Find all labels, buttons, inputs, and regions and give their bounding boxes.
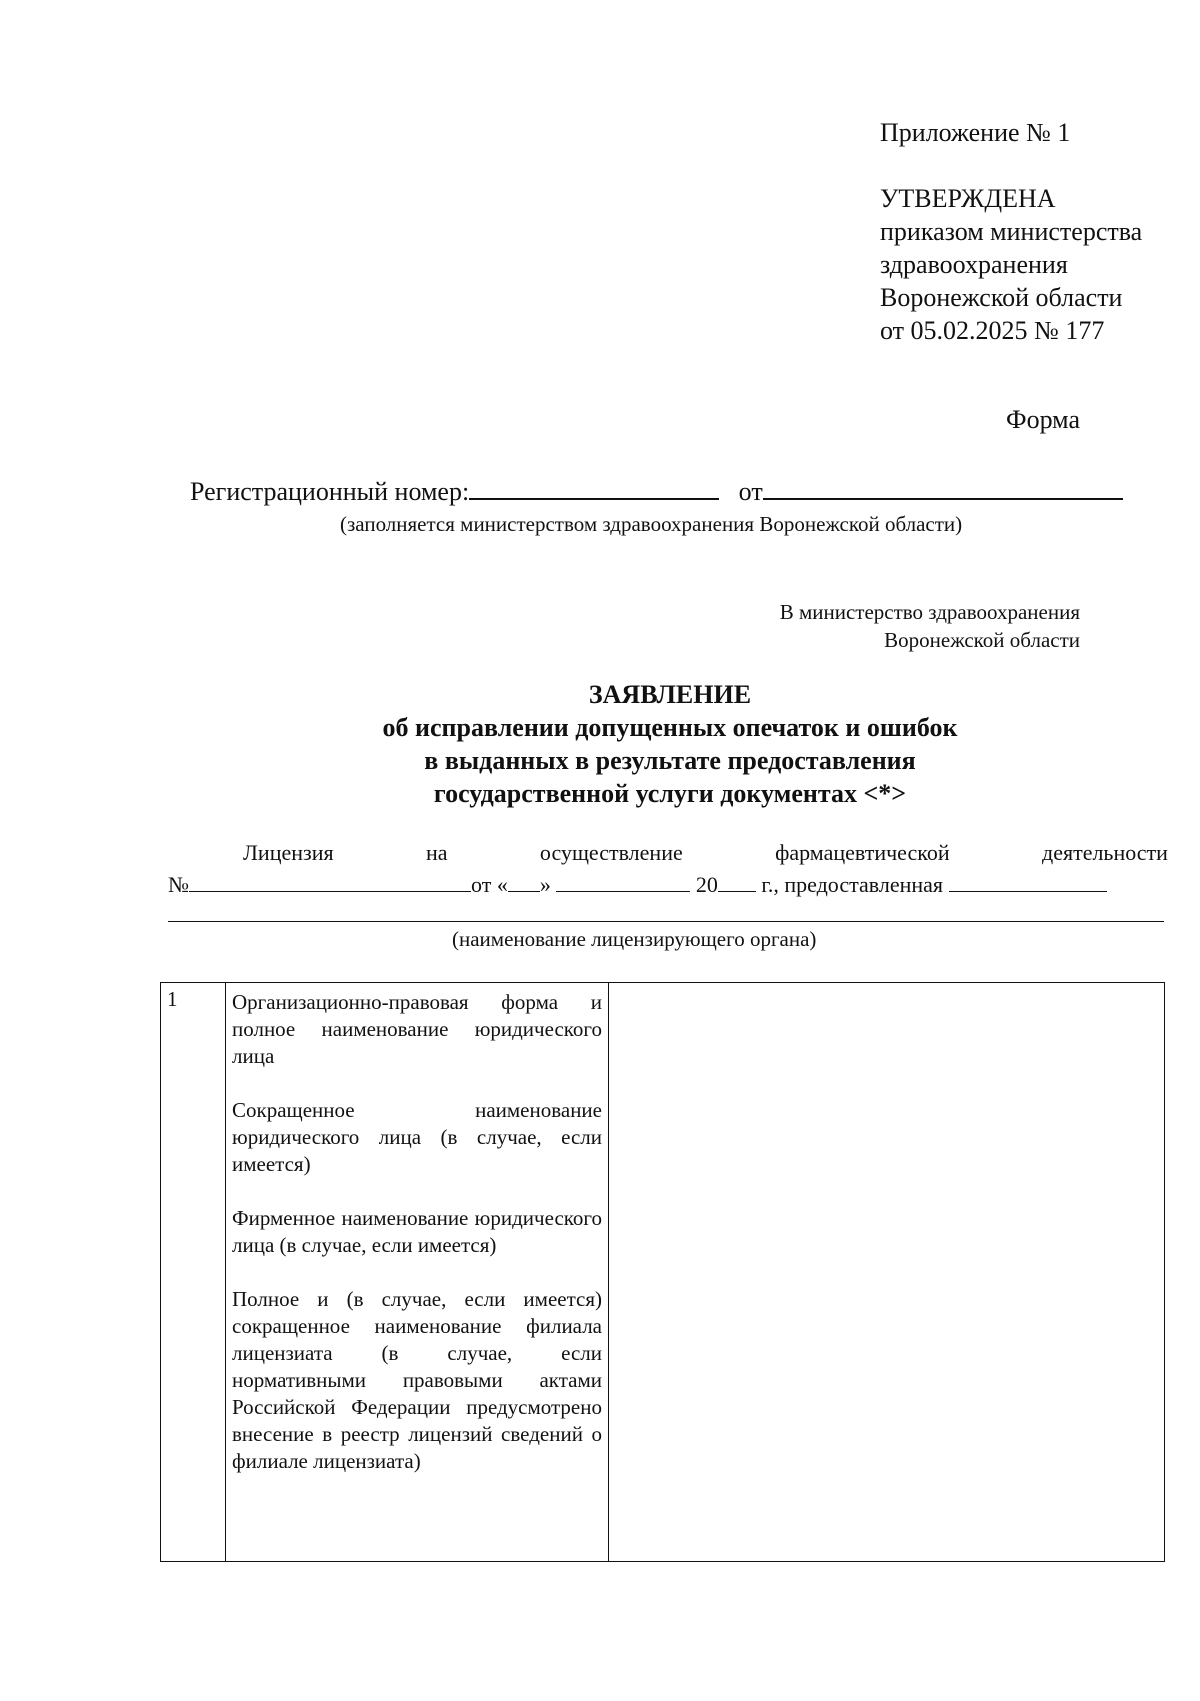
license-number-label: № xyxy=(168,872,189,897)
registration-label: Регистрационный номер: xyxy=(190,477,470,506)
registration-note: (заполняется министерством здравоохранения Воронежской области) xyxy=(340,512,963,536)
application-table xyxy=(160,982,1165,1562)
license-year-prefix: 20 xyxy=(695,872,718,897)
title-line: государственной услуги документах <*> xyxy=(433,779,907,808)
addressee xyxy=(780,598,1080,654)
document-title xyxy=(0,678,1200,810)
title-line: об исправлении допущенных опечаток и ошибок xyxy=(382,713,958,742)
license-details-line xyxy=(168,872,1107,898)
license-word: деятельности xyxy=(1042,840,1168,865)
registration-date-field[interactable] xyxy=(763,476,1123,500)
title-main: ЗАЯВЛЕНИЕ xyxy=(588,680,752,709)
addressee-line: В министерство здравоохранения xyxy=(779,600,1080,624)
license-year-field[interactable] xyxy=(718,873,756,892)
license-quote-close: » xyxy=(539,872,551,897)
registration-from-label: от xyxy=(738,477,763,506)
approval-line: приказом министерства xyxy=(880,217,1143,246)
table-row xyxy=(161,983,1165,1562)
licensing-authority-note: (наименование лицензирующего органа) xyxy=(452,927,817,951)
annex-label: Приложение № 1 xyxy=(880,118,1071,147)
license-year-suffix: г., предоставленная xyxy=(761,872,944,897)
license-word: фармацевтической xyxy=(775,840,950,865)
row-value-field[interactable] xyxy=(609,983,1165,1562)
description-item: Организационно-правовая форма и полное наименование юридического лица xyxy=(232,990,602,1068)
license-word: осуществление xyxy=(539,840,683,865)
approval-line: УТВЕРЖДЕНА xyxy=(880,184,1056,213)
license-word: на xyxy=(425,840,448,865)
licensing-authority-field[interactable] xyxy=(168,921,1164,922)
approval-line: Воронежской области xyxy=(880,283,1123,312)
license-day-field[interactable] xyxy=(508,873,540,892)
registration-number-field[interactable] xyxy=(469,476,719,500)
approval-line: от 05.02.2025 № 177 xyxy=(880,316,1105,345)
form-label: Форма xyxy=(1006,405,1080,434)
approval-line: здравоохранения xyxy=(880,250,1068,279)
addressee-line: Воронежской области xyxy=(884,628,1080,652)
row-number: 1 xyxy=(161,983,226,1562)
license-number-field[interactable] xyxy=(189,873,471,892)
title-line: в выданных в результате предоставления xyxy=(424,746,916,775)
license-sentence xyxy=(168,840,1168,866)
description-item: Полное и (в случае, если имеется) сокращенное наименование филиала лицензиата (в случае, если нормативными правовыми актами Российской Федерации предусмотрено внесение в реестр лицензий сведений о филиале лицензиата) xyxy=(232,1287,602,1473)
license-month-field[interactable] xyxy=(556,873,690,892)
license-from-label: от « xyxy=(471,872,508,897)
description-item: Сокращенное наименование юридического лица (в случае, если имеется) xyxy=(232,1098,602,1176)
license-word: Лицензия xyxy=(243,840,334,865)
row-description xyxy=(226,983,609,1562)
registration-line xyxy=(190,476,1123,507)
description-item: Фирменное наименование юридического лица (в случае, если имеется) xyxy=(232,1206,602,1257)
approval-block xyxy=(880,182,1142,347)
license-issuer-field[interactable] xyxy=(949,873,1107,892)
